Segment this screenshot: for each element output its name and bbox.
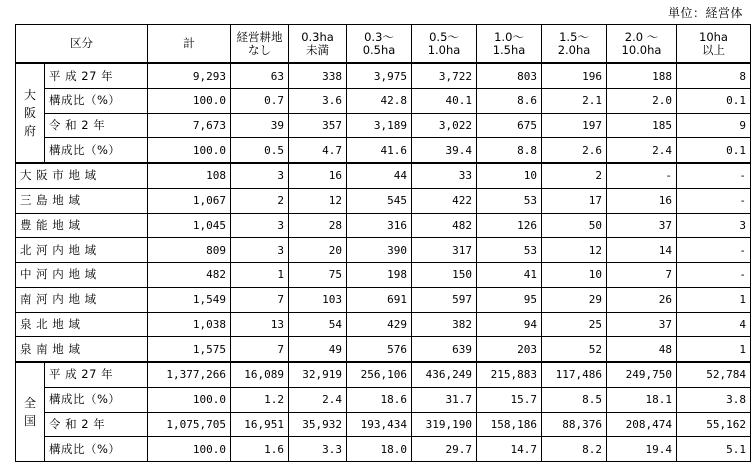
table-cell: 44: [347, 163, 412, 188]
region-label: 中 河 内 地 域: [16, 263, 148, 288]
table-cell: 18.6: [347, 387, 412, 412]
table-cell: 4: [677, 312, 751, 337]
table-cell: 3.6: [289, 88, 347, 113]
table-cell: 256,106: [347, 362, 412, 387]
table-cell: 150: [412, 263, 477, 288]
table-cell: 3,022: [412, 113, 477, 138]
table-cell: 17: [542, 188, 607, 213]
national-label-char: 全: [23, 396, 36, 410]
region-label: 泉 北 地 域: [16, 312, 148, 337]
region-row: [16, 337, 751, 362]
table-cell: 3.3: [289, 437, 347, 462]
region-label: 南 河 内 地 域: [16, 287, 148, 312]
table-cell: 52: [542, 337, 607, 362]
column-header-line: 2.0ha: [557, 42, 591, 57]
table-cell: 108: [148, 163, 231, 188]
table-cell: 382: [412, 312, 477, 337]
table-cell: 0.7: [231, 88, 289, 113]
table-cell: 15.7: [477, 387, 542, 412]
table-cell: 316: [347, 213, 412, 238]
table-cell: 28: [289, 213, 347, 238]
column-header-line: 以上: [702, 42, 725, 57]
table-cell: 52,784: [677, 362, 751, 387]
table-cell: 3,722: [412, 63, 477, 88]
table-cell: 29.7: [412, 437, 477, 462]
table-cell: 2.4: [607, 138, 677, 163]
table-cell: 1.6: [231, 437, 289, 462]
column-header: [148, 25, 231, 64]
table-cell: 8: [677, 63, 751, 88]
table-cell: 482: [148, 263, 231, 288]
table-cell: 188: [607, 63, 677, 88]
category-header: 区分: [16, 25, 148, 64]
column-header-line: 1.0〜: [494, 29, 524, 44]
table-cell: 319,190: [412, 412, 477, 437]
column-header-line: 0.5〜: [429, 29, 459, 44]
table-cell: 1,575: [148, 337, 231, 362]
table-cell: 482: [412, 213, 477, 238]
table-cell: 16: [607, 188, 677, 213]
table-cell: 2.0: [607, 88, 677, 113]
national-label: [16, 362, 45, 461]
osaka-prefecture-label-char: 阪: [23, 106, 36, 121]
row-label: 平 成 27 年: [45, 63, 148, 88]
table-cell: 37: [607, 213, 677, 238]
row-label: 構成比（%）: [45, 437, 148, 462]
column-header: [477, 25, 542, 64]
table-cell: 3: [231, 213, 289, 238]
column-header-line: 0.3〜: [364, 29, 394, 44]
region-label: 豊 能 地 域: [16, 213, 148, 238]
table-cell: 3,975: [347, 63, 412, 88]
column-header-line: 1.5ha: [492, 42, 526, 57]
row-label: 構成比（%）: [45, 387, 148, 412]
table-cell: 41: [477, 263, 542, 288]
table-cell: 19.4: [607, 437, 677, 462]
table-cell: 48: [607, 337, 677, 362]
table-cell: 12: [289, 188, 347, 213]
table-cell: 7: [607, 263, 677, 288]
table-cell: 13: [231, 312, 289, 337]
table-cell: 1: [231, 263, 289, 288]
table-cell: 197: [542, 113, 607, 138]
region-label: 三 島 地 域: [16, 188, 148, 213]
row-label: 令 和 2 年: [45, 412, 148, 437]
table-cell: 3.8: [677, 387, 751, 412]
table-cell: 9: [677, 113, 751, 138]
column-header: [347, 25, 412, 64]
table-cell: 35,932: [289, 412, 347, 437]
table-cell: 16,089: [231, 362, 289, 387]
column-header-line: 未満: [306, 42, 329, 57]
table-cell: 3: [231, 238, 289, 263]
row-label: 令 和 2 年: [45, 113, 148, 138]
table-cell: 422: [412, 188, 477, 213]
region-row: [16, 163, 751, 188]
table-cell: 26: [607, 287, 677, 312]
table-cell: 18.0: [347, 437, 412, 462]
table-cell: 4.7: [289, 138, 347, 163]
farm-size-table: [15, 24, 751, 462]
table-cell: 1: [677, 337, 751, 362]
table-cell: 10: [477, 163, 542, 188]
table-cell: 10: [542, 263, 607, 288]
table-cell: 185: [607, 113, 677, 138]
row-label: 平 成 27 年: [45, 362, 148, 387]
table-cell: 8.2: [542, 437, 607, 462]
table-cell: 100.0: [148, 138, 231, 163]
table-cell: 1,038: [148, 312, 231, 337]
table-cell: 2: [231, 188, 289, 213]
table-cell: -: [677, 263, 751, 288]
table-cell: 100.0: [148, 387, 231, 412]
table-cell: 54: [289, 312, 347, 337]
table-cell: 18.1: [607, 387, 677, 412]
column-header: [607, 25, 677, 64]
table-cell: 50: [542, 213, 607, 238]
table-cell: 1,377,266: [148, 362, 231, 387]
column-header: [412, 25, 477, 64]
table-cell: 2.4: [289, 387, 347, 412]
header-row: [16, 25, 751, 64]
region-row: [16, 287, 751, 312]
column-header-line: 10ha: [699, 29, 728, 44]
table-cell: 42.8: [347, 88, 412, 113]
table-cell: 94: [477, 312, 542, 337]
column-header-line: 0.5ha: [362, 42, 396, 57]
table-cell: 126: [477, 213, 542, 238]
osaka-prefecture-row: [16, 63, 751, 88]
national-row: [16, 387, 751, 412]
table-cell: 117,486: [542, 362, 607, 387]
table-cell: 33: [412, 163, 477, 188]
osaka-prefecture-label: [16, 63, 45, 163]
table-cell: 2.6: [542, 138, 607, 163]
table-cell: -: [677, 188, 751, 213]
osaka-prefecture-row: [16, 113, 751, 138]
table-cell: 25: [542, 312, 607, 337]
table-cell: 1,075,705: [148, 412, 231, 437]
unit-label: 単位：経営体: [667, 6, 743, 20]
column-header: [289, 25, 347, 64]
table-cell: 3: [677, 213, 751, 238]
table-cell: 196: [542, 63, 607, 88]
region-label: 北 河 内 地 域: [16, 238, 148, 263]
table-cell: 49: [289, 337, 347, 362]
table-cell: 53: [477, 238, 542, 263]
table-cell: 14: [607, 238, 677, 263]
table-cell: 1.2: [231, 387, 289, 412]
table-cell: 317: [412, 238, 477, 263]
table-cell: 390: [347, 238, 412, 263]
table-cell: 88,376: [542, 412, 607, 437]
column-header: [542, 25, 607, 64]
row-label: 構成比（%）: [45, 138, 148, 163]
column-header-line: なし: [248, 42, 271, 57]
table-cell: 203: [477, 337, 542, 362]
table-cell: 436,249: [412, 362, 477, 387]
table-cell: 2.1: [542, 88, 607, 113]
column-header-line: 1.5〜: [559, 29, 589, 44]
table-cell: 39: [231, 113, 289, 138]
national-row: [16, 412, 751, 437]
table-cell: 40.1: [412, 88, 477, 113]
table-cell: 2: [542, 163, 607, 188]
osaka-prefecture-label-char: 府: [23, 124, 36, 139]
table-cell: -: [677, 238, 751, 263]
table-cell: 14.7: [477, 437, 542, 462]
table-cell: 53: [477, 188, 542, 213]
column-header-line: 10.0ha: [621, 42, 662, 57]
table-cell: 597: [412, 287, 477, 312]
table-cell: 545: [347, 188, 412, 213]
table-cell: 193,434: [347, 412, 412, 437]
table-cell: 75: [289, 263, 347, 288]
table-cell: 7: [231, 287, 289, 312]
table-cell: 12: [542, 238, 607, 263]
table-cell: 158,186: [477, 412, 542, 437]
region-label: 泉 南 地 域: [16, 337, 148, 362]
table-cell: 1,045: [148, 213, 231, 238]
table-cell: 338: [289, 63, 347, 88]
table-cell: 3,189: [347, 113, 412, 138]
region-row: [16, 263, 751, 288]
table-cell: 16,951: [231, 412, 289, 437]
column-header-line: 1.0ha: [427, 42, 461, 57]
table-cell: 0.5: [231, 138, 289, 163]
table-cell: 675: [477, 113, 542, 138]
table-cell: 8.5: [542, 387, 607, 412]
table-cell: 100.0: [148, 437, 231, 462]
column-header: [677, 25, 751, 64]
table-cell: 20: [289, 238, 347, 263]
table-cell: 198: [347, 263, 412, 288]
table-cell: 249,750: [607, 362, 677, 387]
table-cell: 429: [347, 312, 412, 337]
table-cell: 1,549: [148, 287, 231, 312]
table-cell: 55,162: [677, 412, 751, 437]
table-cell: 691: [347, 287, 412, 312]
osaka-prefecture-row: [16, 88, 751, 113]
region-row: [16, 312, 751, 337]
table-cell: 8.6: [477, 88, 542, 113]
table-cell: 41.6: [347, 138, 412, 163]
national-label-char: 国: [23, 414, 36, 428]
table-cell: 208,474: [607, 412, 677, 437]
table-cell: 63: [231, 63, 289, 88]
table-cell: 100.0: [148, 88, 231, 113]
table-cell: 31.7: [412, 387, 477, 412]
table-cell: 37: [607, 312, 677, 337]
osaka-prefecture-row: [16, 138, 751, 163]
table-cell: 9,293: [148, 63, 231, 88]
table-cell: 29: [542, 287, 607, 312]
column-header-line: 経営耕地: [236, 29, 283, 44]
region-row: [16, 213, 751, 238]
table-cell: 357: [289, 113, 347, 138]
table-cell: 3: [231, 163, 289, 188]
table-cell: 32,919: [289, 362, 347, 387]
column-header-line: 0.3ha: [301, 29, 334, 44]
national-row: [16, 362, 751, 387]
column-header-line: 計: [183, 36, 195, 51]
table-cell: 16: [289, 163, 347, 188]
column-header-line: 2.0 〜: [624, 29, 659, 44]
column-header: [231, 25, 289, 64]
table-cell: 95: [477, 287, 542, 312]
table-cell: 576: [347, 337, 412, 362]
table-cell: 1: [677, 287, 751, 312]
table-cell: -: [677, 163, 751, 188]
table-cell: 7: [231, 337, 289, 362]
region-row: [16, 238, 751, 263]
table-cell: -: [607, 163, 677, 188]
table-cell: 809: [148, 238, 231, 263]
osaka-prefecture-label-char: 大: [23, 88, 36, 103]
table-cell: 639: [412, 337, 477, 362]
table-cell: 803: [477, 63, 542, 88]
row-label: 構成比（%）: [45, 88, 148, 113]
table-cell: 0.1: [677, 88, 751, 113]
table-cell: 103: [289, 287, 347, 312]
table-cell: 1,067: [148, 188, 231, 213]
table-cell: 215,883: [477, 362, 542, 387]
table-cell: 0.1: [677, 138, 751, 163]
table-cell: 39.4: [412, 138, 477, 163]
table-cell: 8.8: [477, 138, 542, 163]
region-row: [16, 188, 751, 213]
table-cell: 5.1: [677, 437, 751, 462]
national-row: [16, 437, 751, 462]
region-label: 大 阪 市 地 域: [16, 163, 148, 188]
table-cell: 7,673: [148, 113, 231, 138]
